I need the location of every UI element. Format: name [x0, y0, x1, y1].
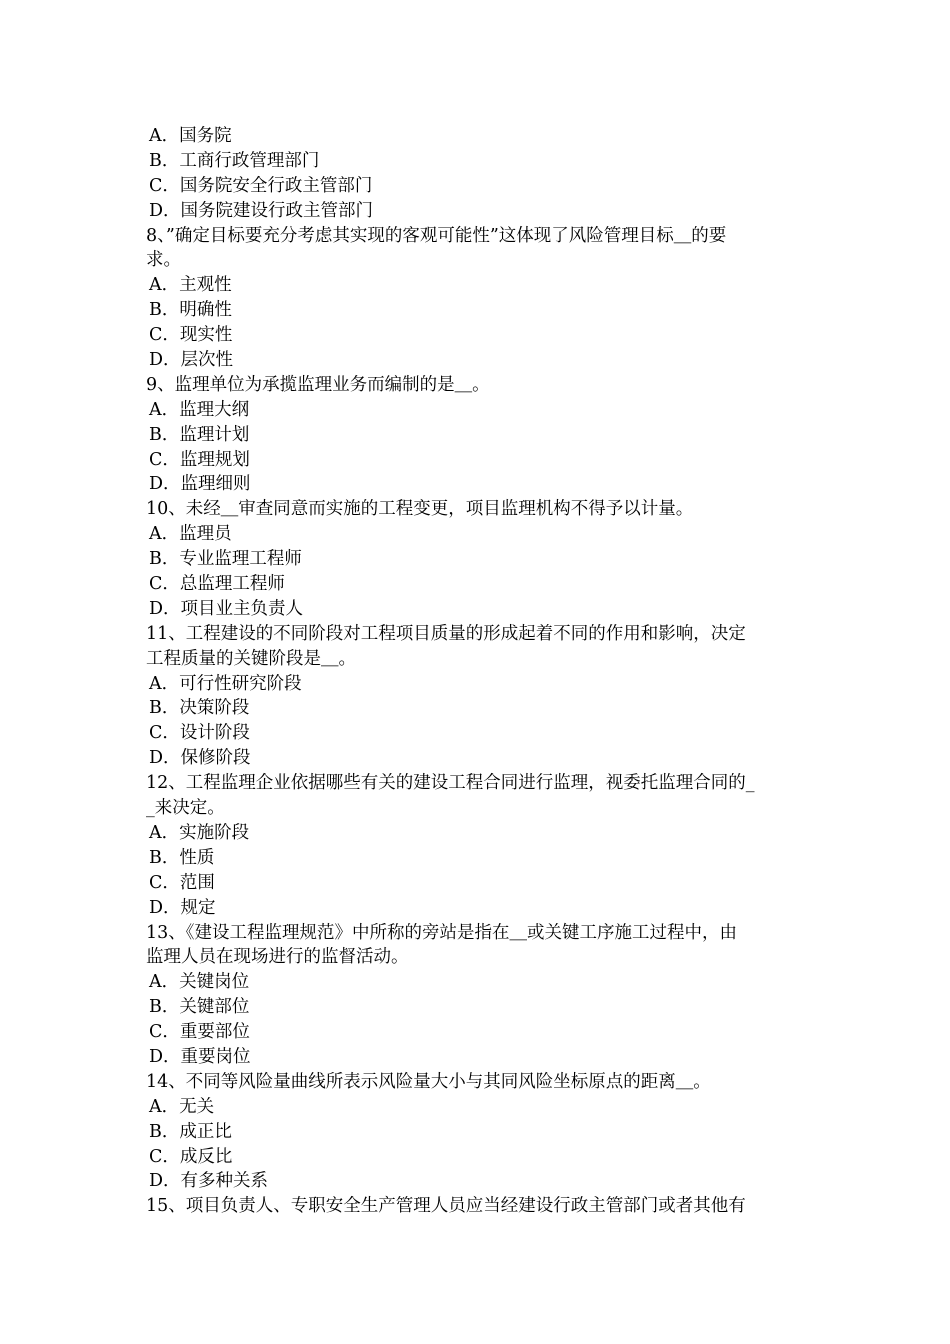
option-line: A．监理大纲: [149, 399, 250, 420]
question-line: 9、监理单位为承揽监理业务而编制的是＿。: [146, 374, 490, 395]
option-line: D．有多种关系: [149, 1171, 269, 1192]
option-line: A．关键岗位: [149, 972, 250, 993]
option-line: B．工商行政管理部门: [149, 150, 320, 171]
option-line: C．设计阶段: [149, 723, 250, 744]
question-line: 求。: [146, 250, 181, 271]
option-line: B．关键部位: [149, 997, 250, 1018]
option-line: C．成反比: [149, 1146, 233, 1167]
option-line: B．专业监理工程师: [149, 549, 302, 570]
question-line: 14、不同等风险量曲线所表示风险量大小与其同风险坐标原点的距离＿。: [146, 1071, 711, 1092]
option-line: A．国务院: [149, 126, 232, 146]
question-line: 10、未经＿审查同意而实施的工程变更，项目监理机构不得予以计量。: [146, 499, 694, 520]
question-line: _来决定。: [146, 798, 225, 819]
question-line: 8、”确定目标要充分考虑其实现的客观可能性”这体现了风险管理目标＿的要: [146, 225, 727, 246]
option-line: A．无关: [149, 1096, 215, 1117]
option-line: D．保修阶段: [149, 748, 251, 769]
document-page: [146, 124, 812, 1219]
option-line: B．性质: [149, 847, 215, 868]
option-line: C．现实性: [149, 325, 233, 346]
option-line: D．重要岗位: [149, 1046, 251, 1067]
option-line: B．决策阶段: [149, 698, 250, 719]
question-line: 工程质量的关键阶段是＿。: [146, 648, 356, 669]
option-line: D．规定: [149, 897, 216, 918]
option-line: C．总监理工程师: [149, 574, 285, 595]
question-line: 13、《建设工程监理规范》中所称的旁站是指在＿或关键工序施工过程中，由: [146, 922, 738, 943]
option-line: D．层次性: [149, 350, 234, 371]
question-line: 11、工程建设的不同阶段对工程项目质量的形成起着不同的作用和影响，决定: [146, 623, 746, 644]
option-line: C．监理规划: [149, 449, 250, 470]
option-line: C．重要部位: [149, 1022, 250, 1043]
option-line: A．实施阶段: [149, 822, 250, 843]
option-line: B．监理计划: [149, 424, 250, 445]
option-line: C．范围: [149, 872, 215, 893]
option-line: D．国务院建设行政主管部门: [149, 200, 374, 221]
option-line: A．监理员: [149, 524, 232, 545]
option-line: C．国务院安全行政主管部门: [149, 175, 373, 196]
question-line: 15、项目负责人、专职安全生产管理人员应当经建设行政主管部门或者其他有: [146, 1196, 746, 1217]
question-line: 12、工程监理企业依据哪些有关的建设工程合同进行监理，视委托监理合同的_: [146, 773, 755, 794]
option-line: B．明确性: [149, 300, 232, 321]
option-line: D．监理细则: [149, 474, 251, 495]
option-line: A．主观性: [149, 275, 232, 296]
option-line: D．项目业主负责人: [149, 598, 304, 619]
option-line: A．可行性研究阶段: [149, 673, 302, 694]
option-line: B．成正比: [149, 1121, 232, 1142]
question-line: 监理人员在现场进行的监督活动。: [146, 947, 409, 968]
